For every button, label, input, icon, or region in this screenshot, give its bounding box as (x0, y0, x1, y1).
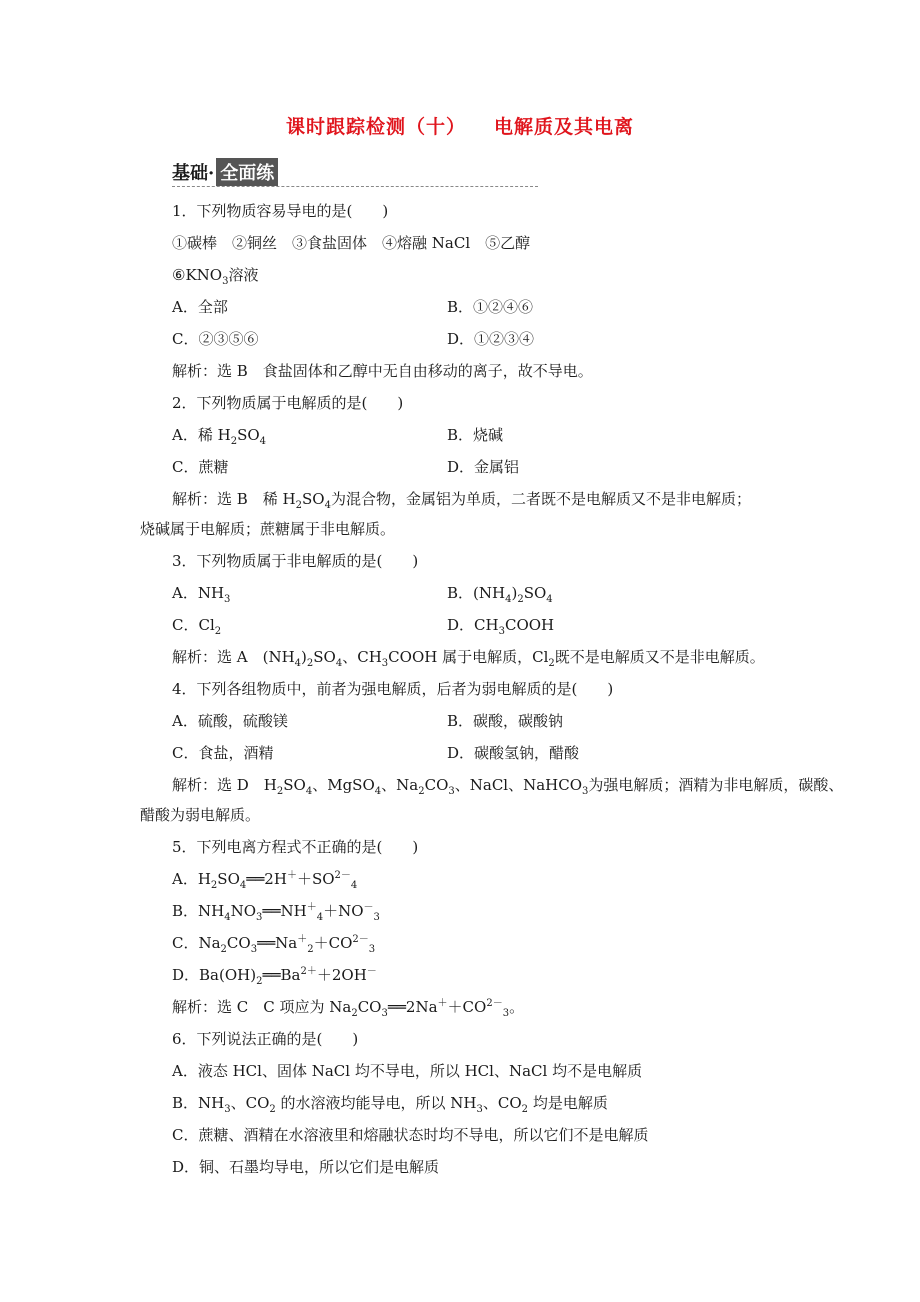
q4-analysis: 解析：选 D $H_2SO_4$、MgSO$_4$、$Na_2CO_3$、NaCl、NaHCO$_3$为强电解质；酒精为非电解质，碳酸、 (172, 776, 844, 797)
q3-option-d: D．$CH_3COOH$ (447, 616, 555, 637)
section-badge: 全面练 (216, 158, 278, 186)
q2-option-b: B．烧碱 (447, 426, 504, 444)
q4-option-d: D．碳酸氢钠，醋酸 (447, 744, 580, 762)
q3-option-b: B．$(NH_4)_2SO_4$ (447, 584, 553, 605)
q1-option-c: C．②③⑤⑥ (172, 330, 259, 348)
q3-option-c: C．$Cl_2$ (172, 616, 222, 637)
q2-stem: 2．下列物质属于电解质的是( ) (172, 394, 404, 412)
q2-analysis: 解析：选 B 稀 $H_2SO_4$为混合物，金属铝为单质，二者既不是电解质又不是非电解质； (172, 490, 751, 511)
q3-analysis: 解析：选 A $(NH_4)_2SO_4$、$CH_3COOH$ 属于电解质，$Cl_2$既不是电解质又不是非电解质。 (172, 648, 765, 669)
q1-analysis: 解析：选 B 食盐固体和乙醇中无自由移动的离子，故不导电。 (172, 362, 593, 380)
q1-items: ①碳棒 ②铜丝 ③食盐固体 ④熔融 NaCl ⑤乙醇 (172, 234, 531, 252)
q6-option-b: B．$NH_3$、$CO_2$ 的水溶液均能导电，所以 $NH_3$、$CO_2$ 均是电解质 (172, 1094, 608, 1115)
section-header (172, 158, 278, 186)
q1-stem: 1．下列物质容易导电的是( ) (172, 202, 389, 220)
q2-option-c: C．蔗糖 (172, 458, 229, 476)
q1-item6: $⑥KNO_3$溶液 (172, 266, 259, 287)
q5-option-a: A．$H_2SO_4══2H^++SO^{2-}_4$ (172, 870, 358, 891)
page-title (0, 112, 920, 139)
q6-option-c: C．蔗糖、酒精在水溶液里和熔融状态时均不导电，所以它们不是电解质 (172, 1126, 649, 1144)
q4-option-a: A．硫酸，硫酸镁 (172, 712, 288, 730)
title-right: 电解质及其电离 (494, 116, 635, 138)
q2-analysis-line2: 烧碱属于电解质；蔗糖属于非电解质。 (140, 520, 396, 538)
q4-stem: 4．下列各组物质中，前者为强电解质，后者为弱电解质的是( ) (172, 680, 614, 698)
q6-option-a: A．液态 HCl、固体 NaCl 均不导电，所以 HCl、NaCl 均不是电解质 (172, 1062, 643, 1080)
section-divider (172, 186, 538, 187)
q4-option-c: C．食盐，酒精 (172, 744, 274, 762)
q5-option-c: C．$Na_2CO_3══Na^+_2+CO^{2-}_3$ (172, 934, 376, 955)
q5-analysis: 解析：选 C C 项应为 $Na_2CO_3══2Na^++CO^{2-}_3$。 (172, 998, 525, 1019)
q2-option-d: D．金属铝 (447, 458, 520, 476)
q5-option-b: B．$NH_4NO_3══NH^+_4+NO^-_3$ (172, 902, 380, 923)
q1-option-a: A．全部 (172, 298, 228, 316)
q1-option-b: B．①②④⑥ (447, 298, 534, 316)
q6-option-d: D．铜、石墨均导电，所以它们是电解质 (172, 1158, 440, 1176)
q4-option-b: B．碳酸，碳酸钠 (447, 712, 564, 730)
title-left: 课时跟踪检测（十） (285, 116, 466, 138)
q3-stem: 3．下列物质属于非电解质的是( ) (172, 552, 419, 570)
q3-option-a: A．$NH_3$ (172, 584, 231, 605)
q2-option-a: A．稀 $H_2SO_4$ (172, 426, 267, 447)
q4-analysis-line2: 醋酸为弱电解质。 (140, 806, 261, 824)
q5-option-d: D．$Ba(OH)_2══Ba^{2+}+2OH^-$ (172, 966, 377, 987)
section-label: 基础· (172, 163, 215, 184)
q6-stem: 6．下列说法正确的是( ) (172, 1030, 359, 1048)
q5-stem: 5．下列电离方程式不正确的是( ) (172, 838, 419, 856)
q1-option-d: D．①②③④ (447, 330, 535, 348)
